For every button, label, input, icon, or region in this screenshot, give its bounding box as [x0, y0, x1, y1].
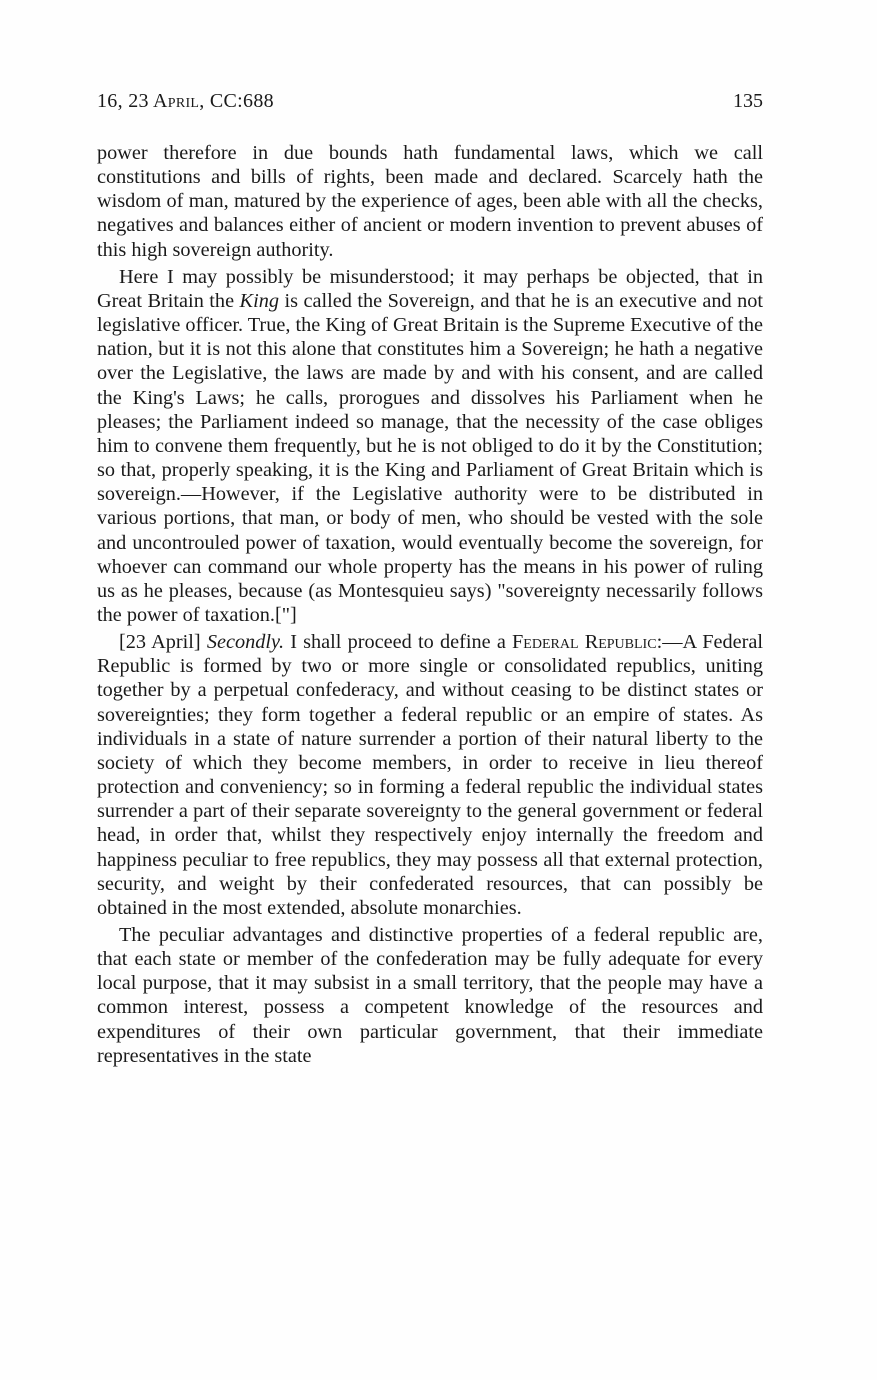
- paragraph-federal-republic: [97, 630, 763, 920]
- paragraph-sovereign-king: [97, 265, 763, 627]
- paragraph-2-body: is called the Sovereign, and that he is an executive and not legislative officer. True, the King of Great Britain is the Supreme Executive of the nation, but it is not this alone that constitutes him a Sovereign; he hath a negative over the Legislative, the laws are made by and with his consent, and are called the King's Laws; he calls, prorogues and dissolves his Parliament when he pleases; the Parliament indeed so manage, that the necessity of the case obliges him to convene them frequently, but he is not obliged to do it by the Constitution; so that, properly speaking, it is the King and Parliament of Great Britain which is sovereign.—However, if the Legislative authority were to be distributed in various portions, that man, or body of men, who should be vested with the sole and uncontrouled power of taxation, would eventually become the sovereign, for whoever can command our whole property has the means in his power of ruling us as he pleases, because (as Montesquieu says) "sovereignty necessarily follows the power of taxation.["]: [97, 289, 763, 626]
- king-italic: King: [239, 289, 279, 312]
- paragraph-advantages: The peculiar advantages and distinctive properties of a federal republic are, that each state or member of the confederation may be fully adequate for every local purpose, that it may subsist in a small territory, that the people may have a common interest, possess a competent knowledge of the resources and expenditures of their own particular government, that their immediate representatives in the state: [97, 924, 763, 1067]
- body-text: [97, 141, 763, 1068]
- paragraph-continuation: power therefore in due bounds hath fundamental laws, which we call constitutions and bills of rights, been made and declared. Scarcely hath the wisdom of man, matured by the experience of ages, been able with all the checks, negatives and balances either of ancient or modern invention to prevent abuses of this high sovereign authority.: [97, 142, 763, 261]
- paragraph-2-lead: Here I may possibly be misunderstood; it may perhaps be objected, that in Great Britain the: [97, 265, 763, 312]
- secondly-italic: Secondly.: [206, 631, 285, 654]
- page-number: 135: [733, 90, 763, 112]
- paragraph-3-body: :—A Federal Republic is formed by two or more single or consolidated republics, uniting together by a perpetual confederacy, and without ceasing to be distinct states or sovereignties; they form together a federal republic or an empire of states. As individuals in a state of nature surrender a portion of their natural liberty to the society of which they become members, in order to receive in lieu thereof protection and conveniency; so in forming a federal republic the individual states surrender a part of their separate sovereignty to the general government or federal head, in order that, whilst they respectively enjoy internally the freedom and happiness peculiar to free republics, they may possess all that external protection, security, and weight by their confederated resources, that can possibly be obtained in the most extended, absolute monarchies.: [97, 631, 764, 919]
- federal-republic-smallcaps: Federal Republic: [512, 631, 657, 654]
- running-head-citation: 16, 23 April, CC:688: [97, 90, 274, 112]
- running-head: [97, 90, 763, 120]
- date-bracket: [23 April]: [119, 631, 207, 654]
- paragraph-3-intro: I shall proceed to define a: [284, 631, 513, 654]
